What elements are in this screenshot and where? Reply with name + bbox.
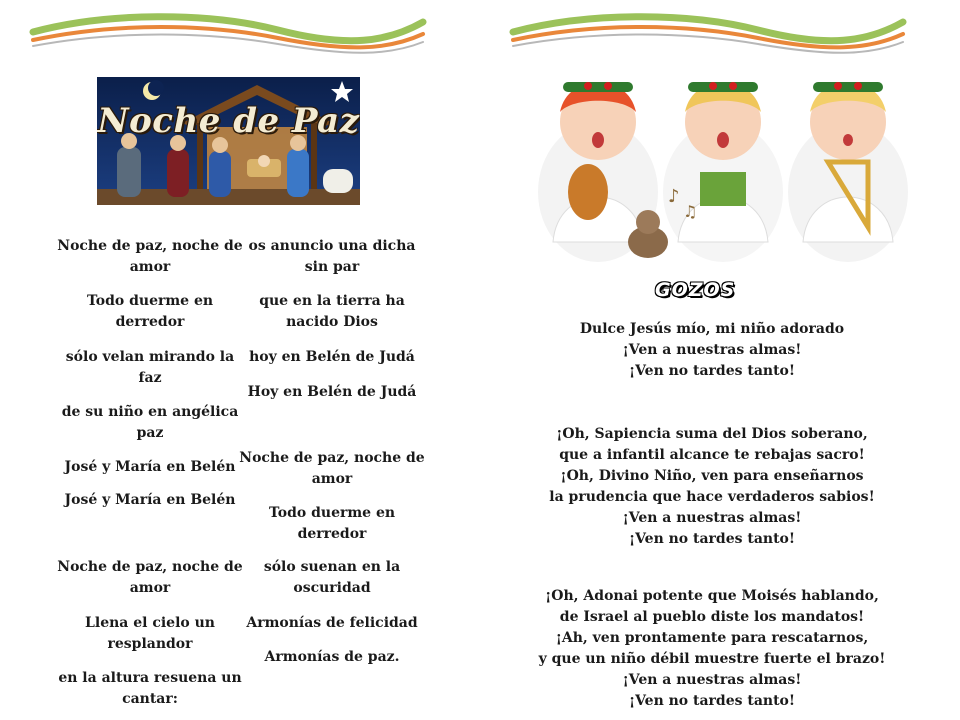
lyric-line: os anuncio una dicha sin par [248,238,416,275]
lyric-line: en la altura resuena un cantar: [58,670,242,707]
singing-angels-illustration [528,42,916,268]
gozos-line: que a infantil alcance te rebajas sacro! [559,447,865,463]
lyric-line: que en la tierra ha nacido Dios [259,293,405,330]
nativity-scene-illustration [97,77,360,205]
lyric-line: Noche de paz, noche de amor [57,559,243,596]
lyric-line: José y María en Belén [64,459,236,475]
angels-drawing [528,42,916,268]
lyric-line: Noche de paz, noche de amor [57,238,243,275]
gozos-line: ¡Ven a nuestras almas! [622,672,802,688]
lyric-line: Armonías de felicidad [246,615,418,631]
gozos-stanza-2 [520,424,904,550]
gozos-line: Dulce Jesús mío, mi niño adorado [579,321,845,337]
gozos-line: ¡Oh, Adonai potente que Moisés hablando, [545,588,879,604]
gozos-line: ¡Ven no tardes tanto! [628,363,796,379]
nativity-banner-image [97,77,360,205]
decorative-swoosh-left [28,2,428,62]
gozos-line: ¡Ven no tardes tanto! [628,531,796,547]
gozos-stanza-3 [520,586,904,712]
lyric-line: sólo suenan en la oscuridad [263,559,401,596]
lyric-line: José y María en Belén [64,492,236,508]
gozos-line: de Israel al pueblo diste los mandatos! [559,609,865,625]
lyric-line: Todo duerme en derredor [86,293,214,330]
lyric-line: sólo velan mirando la faz [65,349,235,386]
gozos-line: y que un niño débil muestre fuerte el brazo! [538,651,886,667]
lyrics-column-left [55,236,245,716]
lyric-line: Noche de paz, noche de amor [239,450,425,487]
gozos-line: ¡Ven no tardes tanto! [628,693,796,709]
gozos-line: la prudencia que hace verdaderos sabios! [549,489,875,505]
lyric-line: de su niño en angélica paz [61,404,239,441]
gozos-stanza-1 [520,319,904,382]
gozos-line: ¡Ah, ven prontamente para rescatarnos, [555,630,869,646]
lyric-line: Llena el cielo un resplandor [85,615,215,652]
gozos-title: GOZOS [655,279,736,301]
gozos-line: ¡Oh, Divino Niño, ven para enseñarnos [560,468,864,484]
gozos-line: ¡Ven a nuestras almas! [622,342,802,358]
lyric-line: Todo duerme en derredor [268,505,396,542]
banner-title: Noche de Paz [97,101,360,141]
svg-text:♪: ♪ [668,186,680,207]
gozos-line: ¡Ven a nuestras almas! [622,510,802,526]
lyric-line: hoy en Belén de Judá [249,349,415,365]
lyric-line: Armonías de paz. [264,649,400,665]
svg-text:♫: ♫ [683,202,698,221]
lyric-line: Hoy en Belén de Judá [247,384,417,400]
gozos-line: ¡Oh, Sapiencia suma del Dios soberano, [556,426,868,442]
lyrics-column-right [237,236,427,716]
